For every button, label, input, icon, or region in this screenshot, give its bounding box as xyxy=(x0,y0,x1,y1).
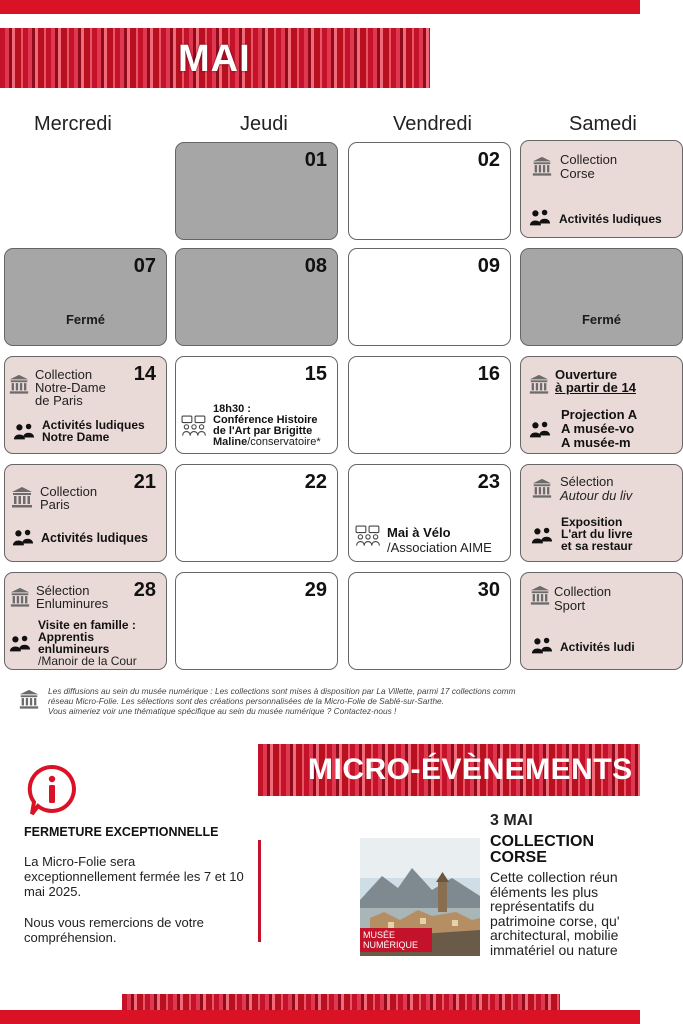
conference-icon xyxy=(181,415,207,441)
day-cell-23 xyxy=(348,464,511,562)
day-number: 08 xyxy=(304,255,327,277)
day-cell-16 xyxy=(348,356,511,454)
day-number: 30 xyxy=(477,579,500,601)
selection-name: Corse xyxy=(560,166,595,181)
footnote-line-1: Les diffusions au sein du musée numérique : Les collections sont mises à disposition par La Villette, parmi 17 collections comm xyxy=(48,686,516,696)
day-cell-22 xyxy=(175,464,338,562)
day-number: 15 xyxy=(304,363,327,385)
day-cell-17 xyxy=(520,356,683,454)
day-cell-31 xyxy=(520,572,683,670)
event-line-2: à partir de 14 xyxy=(555,380,636,395)
event-title: Mai à Vélo xyxy=(387,525,451,540)
selection-label: Sélection xyxy=(560,474,614,489)
day-cell-28 xyxy=(4,572,167,670)
weekday-saturday: Samedi xyxy=(569,113,637,135)
day-number: 07 xyxy=(133,255,156,277)
closed-label: Fermé xyxy=(581,312,622,327)
museum-icon xyxy=(18,688,40,710)
event-line-1: Conférence Histoire xyxy=(213,414,318,426)
weekday-thursday: Jeudi xyxy=(240,113,288,135)
closure-heading: FERMETURE EXCEPTIONNELLE xyxy=(24,825,219,839)
event-title-line-1: COLLECTION xyxy=(490,833,594,850)
event-speaker: Maline xyxy=(213,436,248,448)
day-cell-29 xyxy=(175,572,338,670)
day-number: 29 xyxy=(304,579,327,601)
closure-text xyxy=(24,854,244,945)
day-cell-01 xyxy=(175,142,338,240)
selection-label: Collection xyxy=(560,152,618,167)
top-accent-bar xyxy=(0,0,640,14)
people-icon xyxy=(9,633,31,655)
day-cell-10 xyxy=(520,248,683,346)
people-icon xyxy=(529,207,551,229)
activity-label: Activités ludi xyxy=(560,640,635,654)
people-icon xyxy=(531,635,553,657)
selection-name: Sport xyxy=(554,598,586,613)
info-icon xyxy=(26,764,78,816)
people-icon xyxy=(11,527,35,549)
museum-icon xyxy=(531,155,553,177)
activity-label: Activités ludiques xyxy=(41,531,148,545)
month-title: MAI xyxy=(178,38,251,80)
event-description: Cette collection réun éléments les plus représentatifs du patrimoine corse, qu' architectural, mobilie immatériel ou nature xyxy=(490,869,620,958)
day-cell-30 xyxy=(348,572,511,670)
footnote-line-2: réseau Micro-Folie. Les sélections sont des créations personnalisées de la Micro-Folie de Sablé-sur-Sarthe. xyxy=(48,696,444,706)
exhibition-title: Exposition xyxy=(561,515,623,529)
selection-name: Paris xyxy=(40,497,70,512)
day-number: 21 xyxy=(133,471,156,493)
museum-icon xyxy=(529,584,551,606)
weekday-friday: Vendredi xyxy=(393,113,472,135)
events-title: MICRO-ÉVÈNEMENTS xyxy=(308,753,633,786)
visit-line-2: enlumineurs xyxy=(38,642,110,656)
day-cell-07 xyxy=(4,248,167,346)
event-title-line-2: CORSE xyxy=(490,849,547,866)
museum-icon xyxy=(531,477,553,499)
section-divider xyxy=(258,840,261,942)
visit-line-1: Apprentis xyxy=(38,630,95,644)
selection-name-2: de Paris xyxy=(35,393,83,408)
day-cell-09 xyxy=(348,248,511,346)
day-number: 09 xyxy=(477,255,500,277)
closure-paragraph-1: La Micro-Folie sera exceptionnellement fermée les 7 et 10 mai 2025. xyxy=(24,854,244,899)
day-cell-02 xyxy=(348,142,511,240)
day-cell-15 xyxy=(175,356,338,454)
activity-label: Activités ludiques xyxy=(42,418,145,432)
selection-name: Autour du liv xyxy=(560,488,633,503)
event-time: 18h30 : xyxy=(213,403,251,415)
museum-icon xyxy=(10,485,34,509)
people-icon xyxy=(13,421,35,443)
exhibition-line-1: L'art du livre xyxy=(561,527,633,541)
weekday-wednesday: Mercredi xyxy=(34,113,112,135)
event-venue: /conservatoire* xyxy=(247,436,321,448)
day-cell-03 xyxy=(520,140,683,238)
people-icon xyxy=(529,419,551,441)
closure-paragraph-2: Nous vous remercions de votre compréhension. xyxy=(24,915,204,945)
event-line-3 xyxy=(213,437,321,448)
museum-icon xyxy=(8,373,30,395)
bottom-banner xyxy=(122,994,560,1010)
selection-label: Collection xyxy=(40,484,98,499)
event-organizer: /Association AIME xyxy=(387,540,492,555)
selection-label: Collection xyxy=(35,367,93,382)
event-date: 3 MAI xyxy=(490,812,533,829)
closed-label: Fermé xyxy=(65,312,106,327)
day-number: 28 xyxy=(133,579,156,601)
day-cell-08 xyxy=(175,248,338,346)
thumbnail-label: MUSÉE NUMÉRIQUE xyxy=(360,928,432,952)
people-icon xyxy=(531,525,553,547)
activity-label: Activités ludiques xyxy=(559,212,662,226)
conference-icon xyxy=(355,525,381,551)
event-title xyxy=(490,834,594,866)
day-number: 23 xyxy=(477,471,500,493)
museum-icon xyxy=(9,586,31,608)
visit-title: Visite en famille : xyxy=(38,618,136,632)
day-cell-14 xyxy=(4,356,167,454)
projection-title: Projection A xyxy=(561,407,638,422)
day-cell-21 xyxy=(4,464,167,562)
activity-sublabel: Notre Dame xyxy=(42,430,110,444)
day-number: 14 xyxy=(133,363,156,385)
exhibition-line-2: et sa restaur xyxy=(561,539,633,553)
day-number: 02 xyxy=(477,149,500,171)
selection-name: Notre-Dame xyxy=(35,380,106,395)
event-line-2: de l'Art par Brigitte xyxy=(213,425,313,437)
day-number: 22 xyxy=(304,471,327,493)
event-line-1: Ouverture xyxy=(555,367,618,382)
selection-label: Sélection xyxy=(36,583,90,598)
museum-icon xyxy=(528,373,550,395)
selection-label: Collection xyxy=(554,584,612,599)
footnote xyxy=(48,686,648,716)
visit-organizer: /Manoir de la Cour xyxy=(38,654,137,668)
footnote-line-3: Vous aimeriez voir une thématique spécifique au sein du musée numérique ? Contactez-nous ! xyxy=(48,706,397,716)
projection-line-1: A musée-vo xyxy=(561,421,635,436)
day-number: 01 xyxy=(304,149,327,171)
bottom-accent-bar xyxy=(0,1010,640,1024)
day-cell-24 xyxy=(520,464,683,562)
day-number: 16 xyxy=(477,363,500,385)
projection-line-2: A musée-m xyxy=(561,435,631,450)
selection-name: Enluminures xyxy=(36,596,109,611)
